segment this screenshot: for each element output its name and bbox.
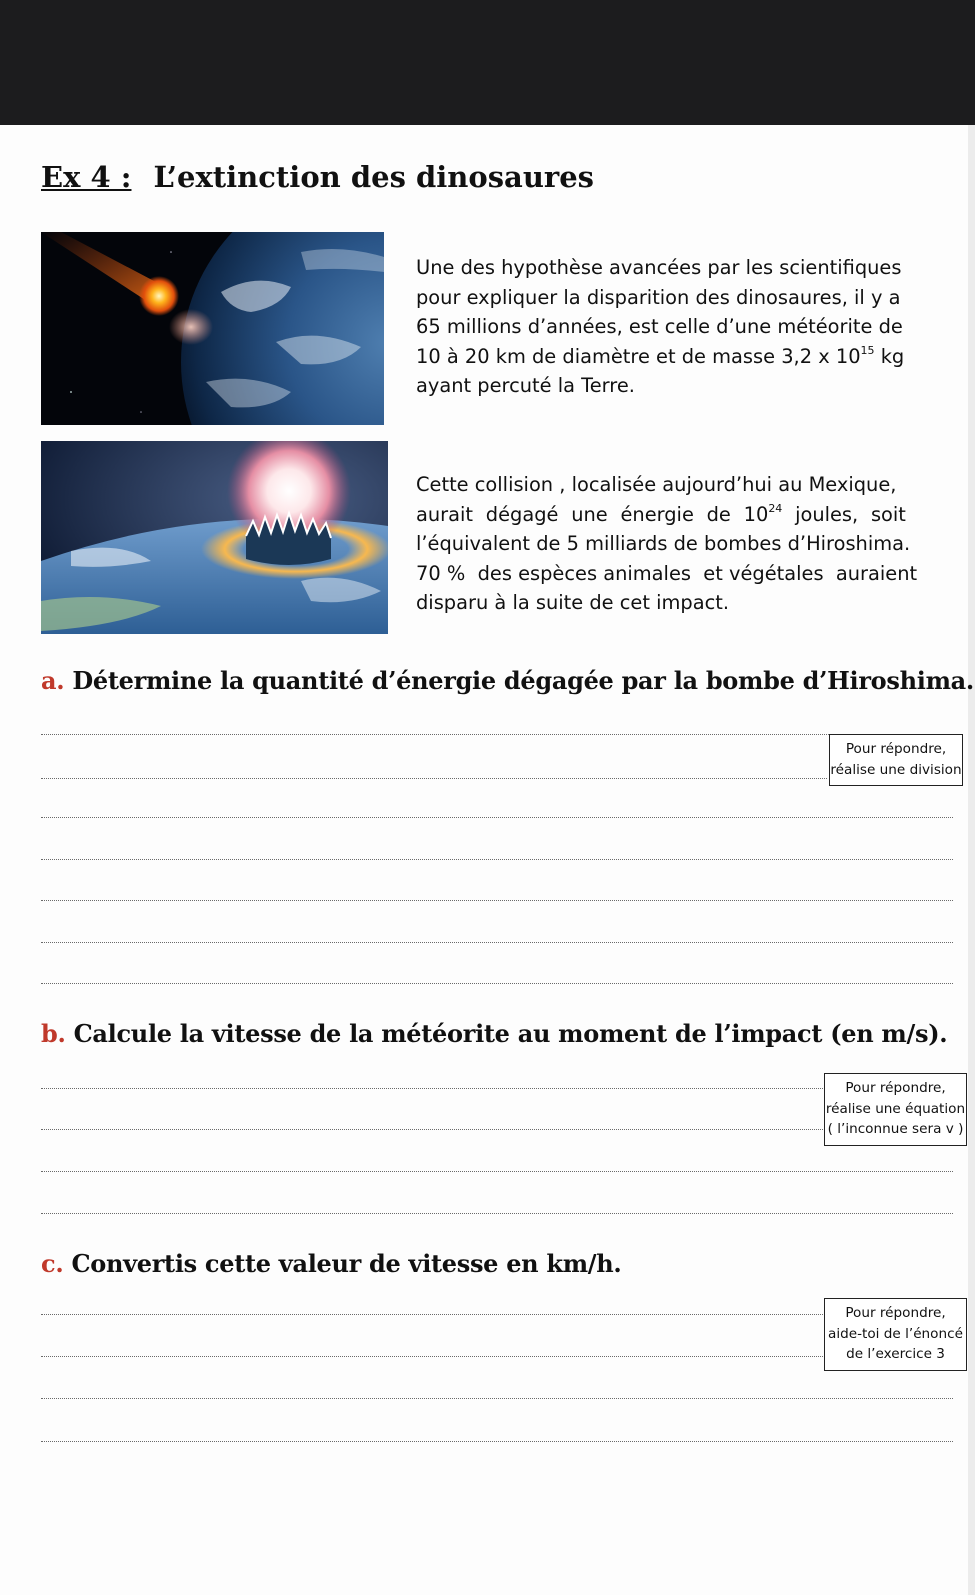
answer-line[interactable] xyxy=(41,1441,953,1442)
question-text: Calcule la vitesse de la météorite au moment de l’impact (en m/s). xyxy=(73,1019,948,1048)
answer-line[interactable] xyxy=(41,1314,827,1315)
answer-line[interactable] xyxy=(41,900,953,901)
question-letter: b. xyxy=(41,1019,66,1048)
exercise-number: Ex 4 : xyxy=(41,160,132,194)
paragraph-line: 70 % des espèces animales et végétales auraient xyxy=(416,561,918,585)
hint-line: Pour répondre, xyxy=(845,1080,946,1096)
star xyxy=(170,251,172,253)
question-b xyxy=(41,1019,947,1048)
top-bar xyxy=(0,0,975,125)
answer-line[interactable] xyxy=(41,859,953,860)
impact-explosion-image xyxy=(41,441,388,634)
atmosphere-glow xyxy=(169,309,213,345)
hint-line: réalise une division xyxy=(830,761,962,778)
paragraph-line: l’équivalent de 5 milliards de bombes d’Hiroshima. xyxy=(416,532,911,556)
hint-line: réalise une équation xyxy=(825,1100,966,1117)
hint-line: Pour répondre, xyxy=(845,741,947,757)
paragraph-line: Une des hypothèse avancées par les scientifiques xyxy=(416,256,902,279)
hint-line: de l’exercice 3 xyxy=(846,1346,945,1362)
paragraph-line: 65 millions d’années, est celle d’une météorite de xyxy=(416,315,903,339)
mass-unit: kg xyxy=(874,344,905,368)
paragraph-line-justified xyxy=(416,500,906,530)
collision-paragraph xyxy=(416,470,921,618)
question-c xyxy=(41,1249,621,1278)
word: aurait xyxy=(416,502,474,526)
meteor xyxy=(139,276,179,316)
star xyxy=(70,391,72,393)
paragraph-line xyxy=(416,342,921,372)
exercise-title-text: L’extinction des dinosaures xyxy=(153,160,594,194)
question-text: Détermine la quantité d’énergie dégagée par la bombe d’Hiroshima. xyxy=(72,666,974,695)
energy-value: $10^{24}$ xyxy=(743,501,783,526)
energy-exponent: 24 xyxy=(768,501,783,515)
paragraph-line: ayant percuté la Terre. xyxy=(416,374,635,398)
answer-line[interactable] xyxy=(41,1356,827,1357)
answer-line[interactable] xyxy=(41,817,953,818)
word: de xyxy=(706,502,731,526)
meteor-approaching-earth-image xyxy=(41,232,384,425)
word: dégagé xyxy=(485,502,559,526)
answer-line[interactable] xyxy=(41,734,953,735)
impact-illustration xyxy=(41,441,388,634)
mass-exponent: 15 xyxy=(860,343,875,357)
answer-line[interactable] xyxy=(41,1398,953,1399)
word: joules, xyxy=(795,502,859,526)
exercise-title xyxy=(41,160,594,194)
meteor-earth-illustration xyxy=(41,232,384,425)
page-edge xyxy=(968,125,975,1595)
paragraph-line: disparu à la suite de cet impact. xyxy=(416,591,730,615)
answer-line[interactable] xyxy=(41,1213,953,1214)
paragraph-line: pour expliquer la disparition des dinosaures, il y a xyxy=(416,285,901,309)
answer-line[interactable] xyxy=(41,983,953,984)
word: soit xyxy=(870,502,906,526)
answer-line[interactable] xyxy=(41,942,953,943)
question-a xyxy=(41,666,974,695)
question-letter: c. xyxy=(41,1249,64,1278)
question-text: Convertis cette valeur de vitesse en km/h. xyxy=(71,1249,622,1278)
star xyxy=(140,411,142,413)
answer-line[interactable] xyxy=(41,1088,827,1089)
mass-text: 10 à 20 km de diamètre et de masse 3,2 x 10 xyxy=(416,344,861,368)
hint-box-a xyxy=(829,734,963,786)
question-letter: a. xyxy=(41,666,65,695)
answer-line[interactable] xyxy=(41,1129,827,1130)
answer-line[interactable] xyxy=(41,1171,953,1172)
hint-line: aide-toi de l’énoncé xyxy=(828,1325,963,1342)
hint-box-b xyxy=(824,1073,967,1146)
paragraph-line: Cette collision , localisée aujourd’hui au Mexique, xyxy=(416,473,897,496)
answer-line[interactable] xyxy=(41,778,827,779)
hint-line: Pour répondre, xyxy=(845,1305,946,1321)
word: énergie xyxy=(620,502,694,526)
hint-box-c xyxy=(824,1298,967,1371)
intro-paragraph xyxy=(416,253,921,401)
word: une xyxy=(571,502,608,526)
hint-line: ( l’inconnue sera v ) xyxy=(827,1121,964,1137)
